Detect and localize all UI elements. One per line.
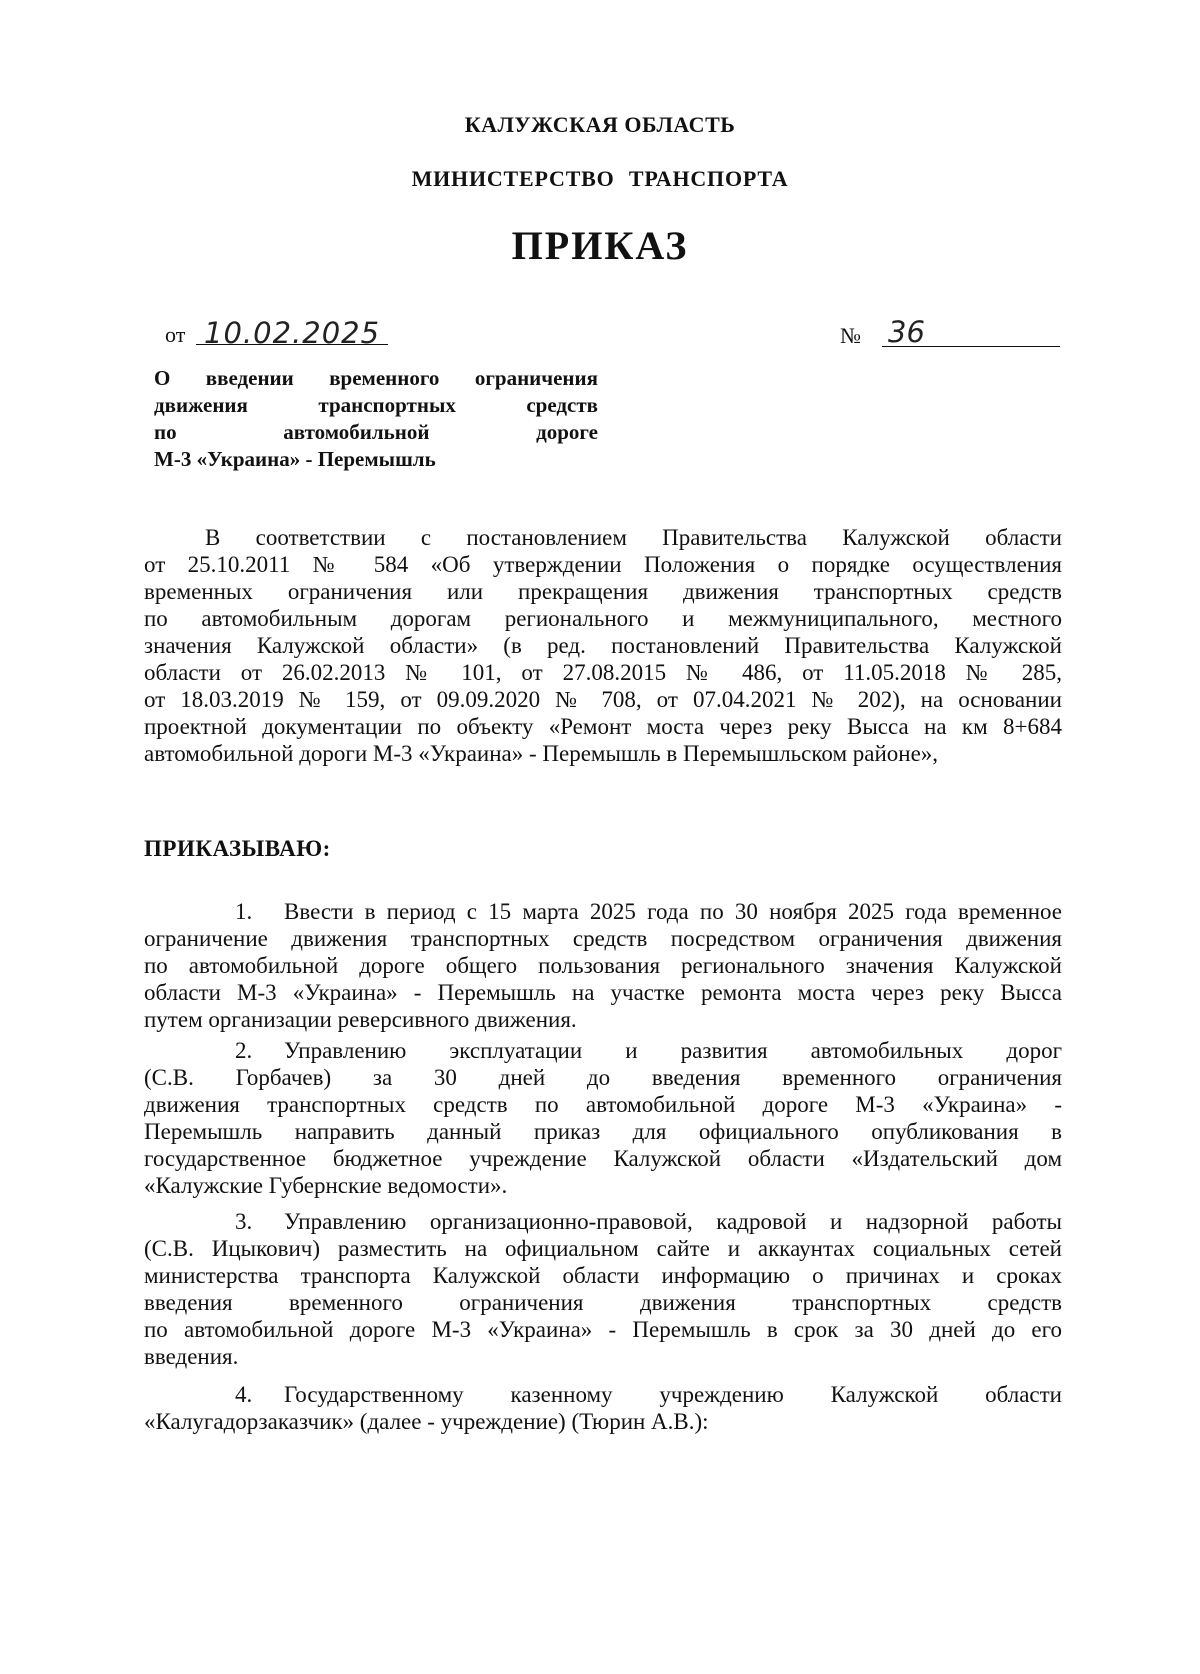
item-line: движения транспортных средств по автомобильной дороге М-3 «Украина» -	[144, 1092, 1062, 1117]
item-line: (С.В. Горбачев) за 30 дней до введения временного ограничения	[144, 1065, 1062, 1090]
item-number: 1.	[235, 899, 253, 924]
subject-line: О введении временного ограничения	[154, 366, 598, 390]
preamble-line: от 25.10.2011 № 584 «Об утверждении Положения о порядке осуществления	[144, 552, 1062, 577]
item-line: введения.	[144, 1344, 239, 1369]
subject-line: по автомобильной дороге	[154, 420, 598, 444]
item-number: 4.	[235, 1382, 253, 1407]
item-line: Перемышль направить данный приказ для официального опубликования в	[144, 1119, 1062, 1144]
item-line: Управлению организационно-правовой, кадровой и надзорной работы	[284, 1209, 1062, 1234]
subject-line: М-3 «Украина» - Перемышль	[154, 447, 436, 471]
document-type-title: ПРИКАЗ	[511, 223, 689, 268]
number-sign: №	[840, 323, 861, 348]
item-number: 2.	[235, 1038, 253, 1063]
preamble-line: области от 26.02.2013 № 101, от 27.08.2015 № 486, от 11.05.2018 № 285,	[144, 660, 1062, 685]
item-line: государственное бюджетное учреждение Калужской области «Издательский дом	[144, 1146, 1062, 1171]
preamble-line: по автомобильным дорогам регионального и межмуниципального, местного	[144, 606, 1062, 631]
item-line: ограничение движения транспортных средств посредством ограничения движения	[144, 926, 1062, 951]
item-line: введения временного ограничения движения транспортных средств	[144, 1290, 1062, 1315]
item-line: Ввести в период с 15 марта 2025 года по 30 ноября 2025 года временное	[284, 899, 1062, 924]
item-line: министерства транспорта Калужской области информацию о причинах и сроках	[144, 1263, 1062, 1288]
item-line: (С.В. Ицыкович) разместить на официальном сайте и аккаунтах социальных сетей	[144, 1236, 1062, 1261]
preamble-line: В соответствии с постановлением Правительства Калужской области	[205, 525, 1062, 550]
order-number-handwritten: 36	[888, 315, 925, 349]
item-line: области М-3 «Украина» - Перемышль на участке ремонта моста через реку Высса	[144, 980, 1062, 1005]
order-directive: ПРИКАЗЫВАЮ:	[144, 836, 331, 861]
preamble-line: проектной документации по объекту «Ремонт моста через реку Высса на км 8+684	[144, 714, 1062, 739]
ministry-heading: МИНИСТЕРСТВО ТРАНСПОРТА	[411, 166, 789, 191]
item-number: 3.	[235, 1209, 253, 1234]
region-heading: КАЛУЖСКАЯ ОБЛАСТЬ	[464, 112, 736, 137]
subject-line: движения транспортных средств	[154, 393, 598, 417]
preamble-line: автомобильной дороги М-3 «Украина» - Перемышль в Перемышльском районе»,	[144, 741, 939, 766]
date-prefix: от	[165, 322, 186, 347]
preamble-line: от 18.03.2019 № 159, от 09.09.2020 № 708, от 07.04.2021 № 202), на основании	[144, 687, 1062, 712]
item-line: Управлению эксплуатации и развития автомобильных дорог	[284, 1038, 1062, 1063]
item-line: по автомобильной дороге общего пользования регионального значения Калужской	[144, 953, 1062, 978]
item-line: Государственному казенному учреждению Калужской области	[284, 1382, 1062, 1407]
item-line: путем организации реверсивного движения.	[144, 1007, 577, 1032]
item-line: «Калужские Губернские ведомости».	[144, 1173, 508, 1198]
item-line: по автомобильной дороге М-3 «Украина» - Перемышль в срок за 30 дней до его	[144, 1317, 1062, 1342]
item-line: «Калугадорзаказчик» (далее - учреждение) (Тюрин А.В.):	[144, 1409, 709, 1434]
order-date-handwritten: 10.02.2025	[204, 316, 381, 350]
preamble-line: значения Калужской области» (в ред. постановлений Правительства Калужской	[144, 633, 1062, 658]
preamble-line: временных ограничения или прекращения движения транспортных средств	[144, 579, 1062, 604]
